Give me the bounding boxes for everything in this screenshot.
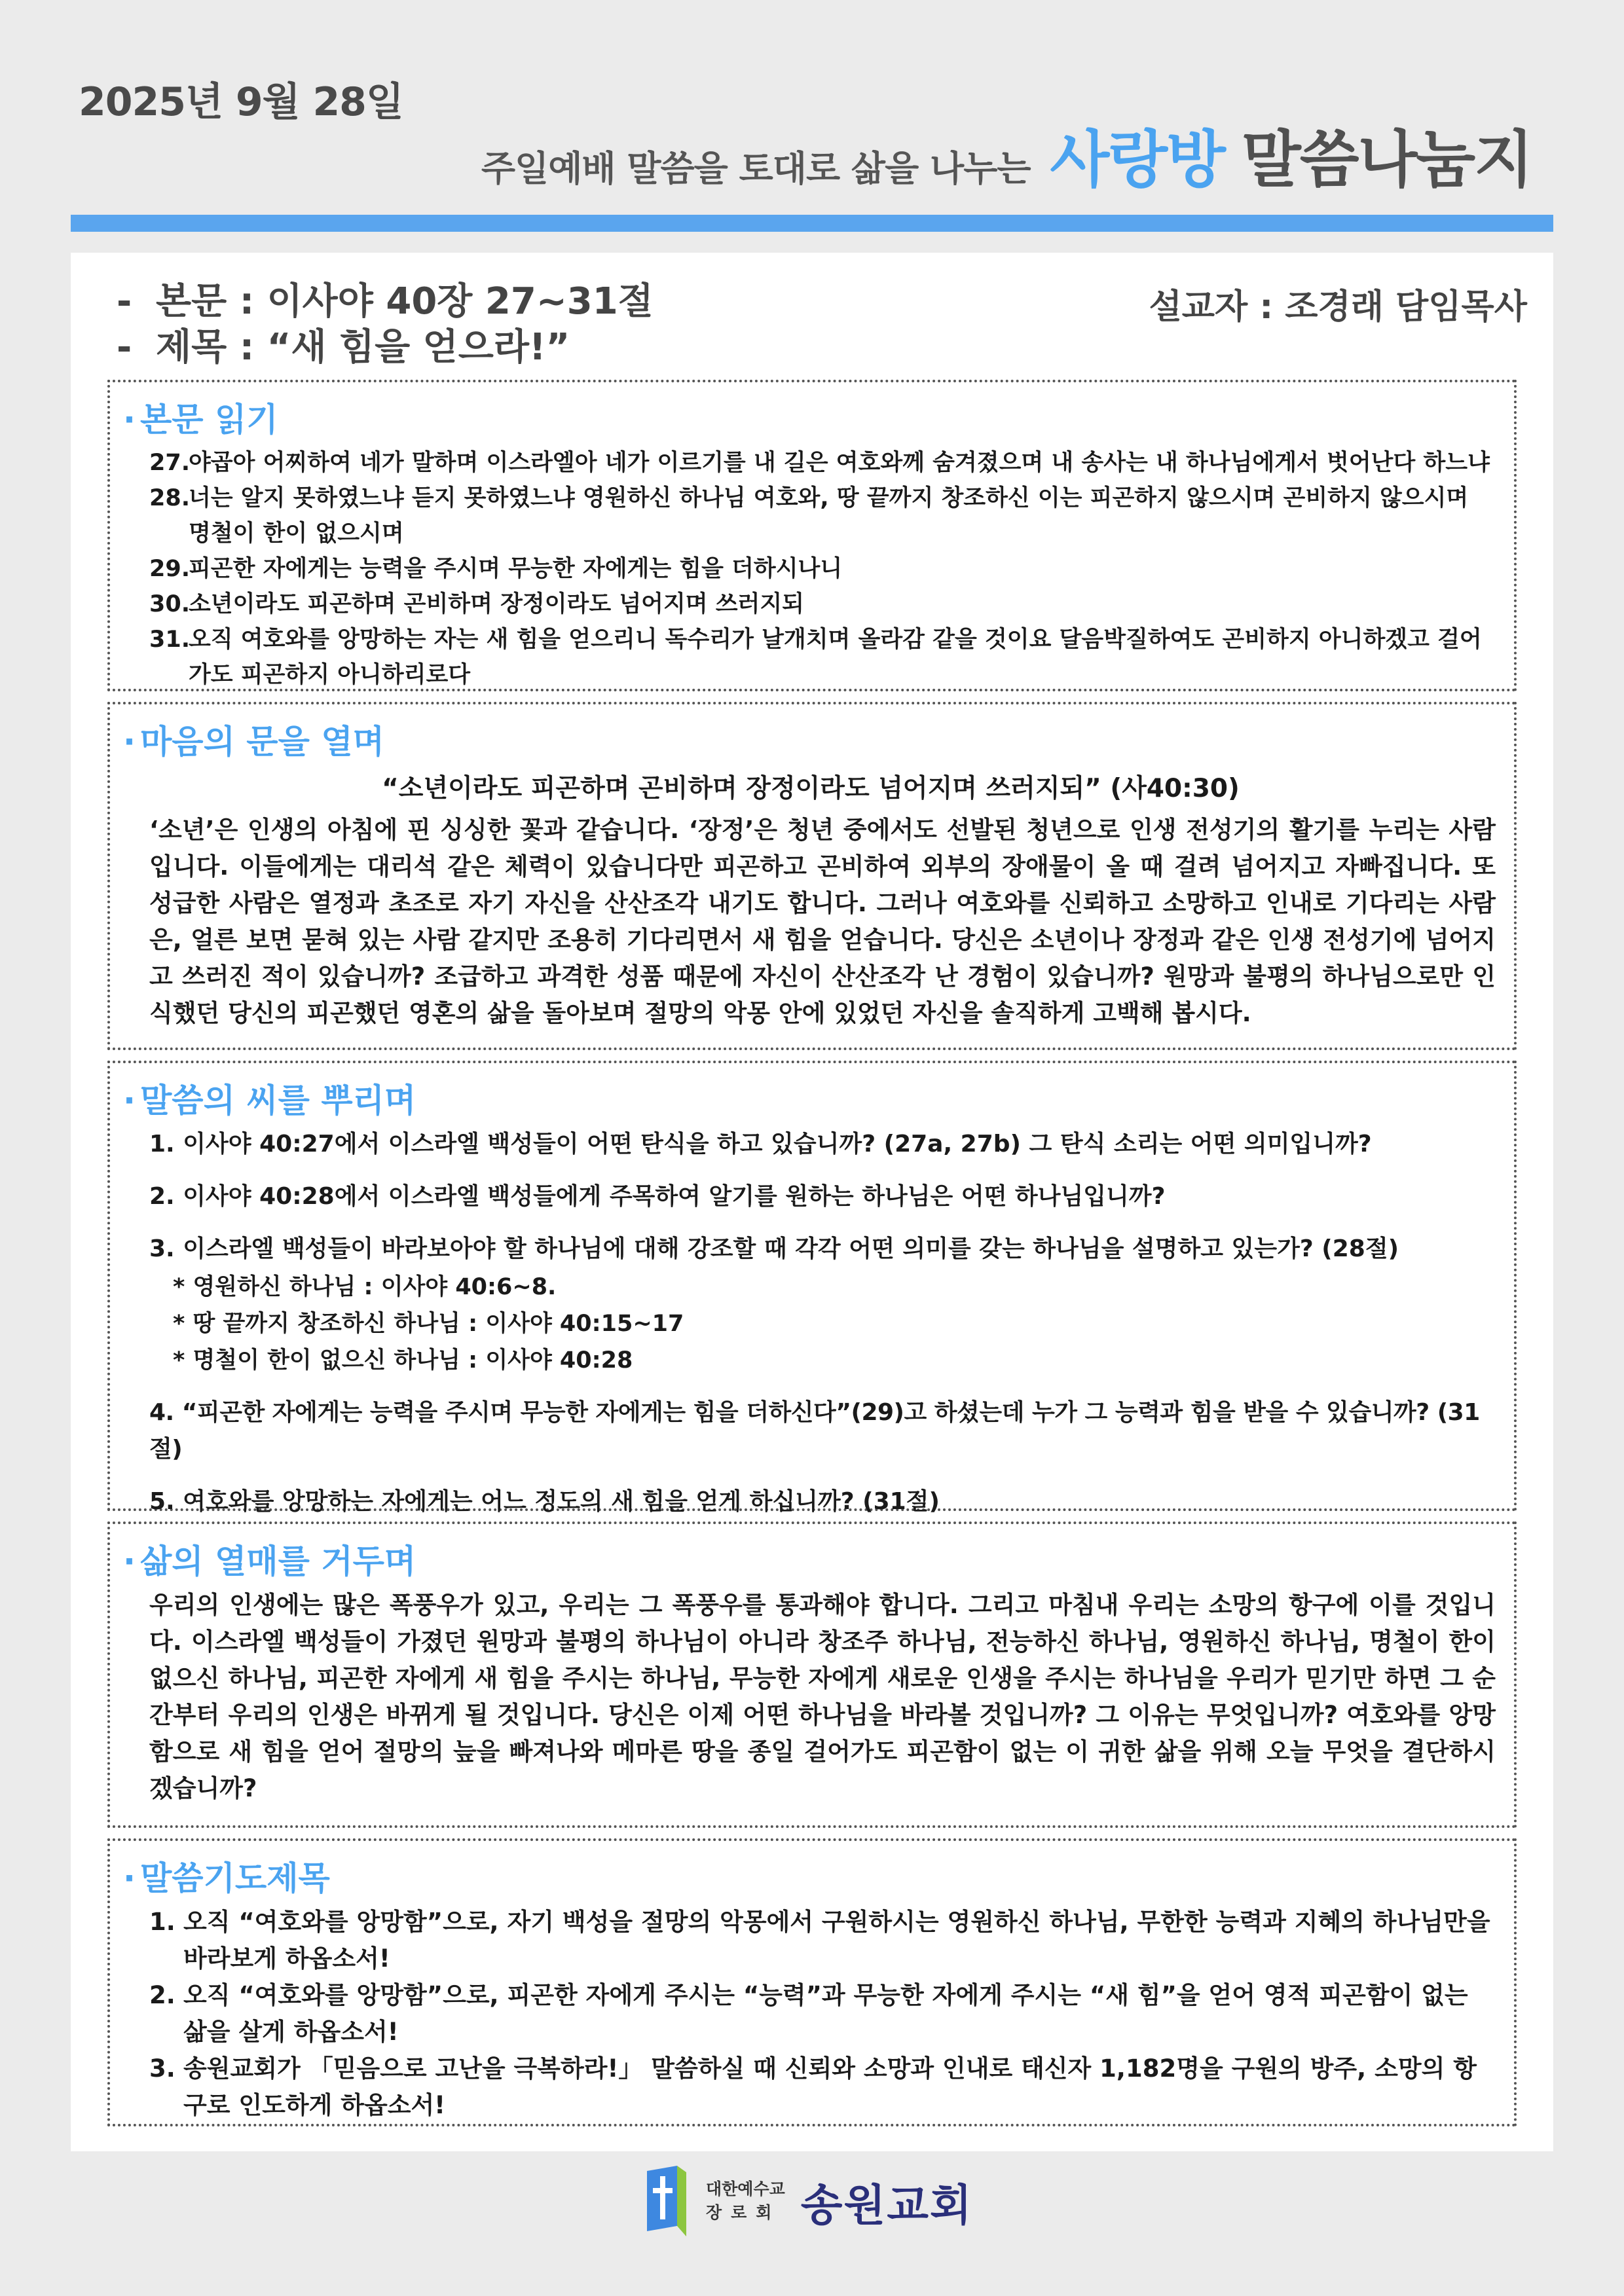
prayer-number: 2.	[149, 1981, 175, 2009]
verse-number: 30.	[149, 591, 191, 617]
denomination-line-2: 장로회	[706, 2203, 781, 2222]
church-name: 송원교회	[800, 2179, 973, 2231]
sub-item: * 땅 끝까지 창조하신 하나님 : 이사야 40:15~17	[173, 1311, 684, 1337]
question-3: 3. 이스라엘 백성들이 바라보아야 할 하나님에 대해 강조할 때 각각 어떤 의미를 갖는 하나님을 설명하고 있는가? (28절)	[149, 1235, 1399, 1262]
section-prayer	[107, 1838, 1517, 2126]
fruit-paragraph: 우리의 인생에는 많은 폭풍우가 있고, 우리는 그 폭풍우를 통과해야 합니다. 그리고 마침내 우리는 소망의 항구에 이를 것입니다. 이스라엘 백성들이 가졌던 원망과 불평의 하나님이 아니라 창조주 하나님, 전능하신 하나님, 영원하신 하나님, 명철이 한이 없으신 하나님, 피곤한 자에게 새 힘을 주시는 하나님, 무능한 자에게 새로운 인생을 주시는 하나님을 우리가 믿기만 하면 그 순간부터 우리의 인생은 바뀌게 될 것입니다. 당신은 이제 어떤 하나님을 바라볼 것입니까? 그 이유는 무엇입니까? 여호와를 앙망함으로 새 힘을 얻어 절망의 늪을 빠져나와 메마른 땅을 종일 걸어가도 피곤함이 없는 이 귀한 삶을 위해 오늘 무엇을 결단하시겠습니까?	[149, 1591, 1496, 1802]
verse-text: 너는 알지 못하였느냐 듣지 못하였느냐 영원하신 하나님 여호와, 땅 끝까지 창조하신 이는 피곤하지 않으시며 곤비하지 않으시며 명철이 한이 없으시며	[189, 485, 1469, 547]
prayer-number: 3.	[149, 2054, 175, 2083]
bullet: ·	[123, 1082, 136, 1120]
dash: -	[117, 280, 132, 323]
verse-number: 31.	[149, 627, 191, 653]
heading-text: 본문 읽기	[140, 401, 278, 439]
verse-29	[149, 551, 1498, 587]
key-verse-quote: “소년이라도 피곤하며 곤비하며 장정이라도 넘어지며 쓰러지되” (사40:30)	[382, 774, 1240, 803]
scripture-label: 본문 : 이사야 40장 27~31절	[156, 280, 654, 323]
section-heading	[123, 1078, 1498, 1123]
denomination	[706, 2178, 785, 2225]
prayer-text: 오직 “여호와를 앙망함”으로, 피곤한 자에게 주시는 “능력”과 무능한 자에게 주시는 “새 힘”을 얻어 영적 피곤함이 없는 삶을 살게 하옵소서!	[183, 1981, 1468, 2046]
prayer-text: 오직 “여호와를 앙망함”으로, 자기 백성을 절망의 악몽에서 구원하시는 영원하신 하나님, 무한한 능력과 지혜의 하나님만을 바라보게 하옵소서!	[183, 1908, 1490, 1973]
prayer-number: 1.	[149, 1908, 175, 1936]
header-title	[481, 110, 1532, 198]
verse-28	[149, 481, 1498, 551]
section-heading	[123, 397, 1498, 443]
verse-text: 오직 여호와를 앙망하는 자는 새 힘을 얻으리니 독수리가 날개치며 올라감 같을 것이요 달음박질하여도 곤비하지 아니하겠고 걸어가도 피곤하지 아니하리로다	[189, 627, 1482, 688]
verse-27	[149, 445, 1498, 481]
sub-item: * 영원하신 하나님 : 이사야 40:6~8.	[173, 1274, 557, 1300]
question-1: 1. 이사야 40:27에서 이스라엘 백성들이 어떤 탄식을 하고 있습니까? (27a, 27b) 그 탄식 소리는 어떤 의미입니까?	[149, 1131, 1372, 1157]
bullet: ·	[123, 1859, 136, 1897]
verse-30	[149, 587, 1498, 622]
bullet: ·	[123, 401, 136, 439]
dash: -	[117, 326, 132, 369]
section-heading	[123, 1539, 1498, 1584]
question-5: 5. 여호와를 앙망하는 자에게는 어느 정도의 새 힘을 얻게 하십니까? (31절)	[149, 1488, 940, 1515]
content-panel	[71, 253, 1553, 2151]
denomination-line-1: 대한예수교	[706, 2179, 785, 2198]
opening-paragraph: ‘소년’은 인생의 아침에 핀 싱싱한 꽃과 같습니다. ‘장정’은 청년 중에서도 선발된 청년으로 인생 전성기의 활기를 누리는 사람입니다. 이들에게는 대리석 같은 체력이 있습니다만 피곤하고 곤비하여 외부의 장애물이 올 때 걸려 넘어지고 자빠집니다. 또 성급한 사람은 열정과 초조로 자기 자신을 산산조각 내기도 합니다. 그러나 여호와를 신뢰하고 소망하고 인내로 기다리는 사람은, 얼른 보면 묻혀 있는 사람 같지만 조용히 기다리면서 새 힘을 얻습니다. 당신은 소년이나 장정과 같은 인생 전성기에 넘어지고 쓰러진 적이 있습니까? 조급하고 과격한 성품 때문에 자신이 산산조각 난 경험이 있습니까? 원망과 불평의 하나님으로만 인식했던 당신의 피곤했던 영혼의 삶을 돌아보며 절망의 악몽 안에 있었던 자신을 솔직하게 고백해 봅시다.	[149, 816, 1496, 1027]
sermon-title	[117, 318, 570, 371]
prayer-item	[123, 1904, 1498, 1977]
section-seeds	[107, 1061, 1517, 1515]
verse-number: 29.	[149, 556, 191, 582]
title-label: 제목 : “새 힘을 얻으라!”	[156, 326, 570, 369]
title-main: 말씀나눔지	[1241, 124, 1532, 196]
section-fruit	[107, 1522, 1517, 1828]
heading-text: 말씀기도제목	[140, 1859, 330, 1897]
cross-book-icon	[647, 2166, 686, 2236]
verse-31	[149, 622, 1498, 693]
church-logo	[647, 2155, 987, 2247]
prayer-text: 송원교회가 「믿음으로 고난을 극복하라!」 말씀하실 때 신뢰와 소망과 인내로 태신자 1,182명을 구원의 방주, 소망의 항구로 인도하게 하옵소서!	[183, 2054, 1477, 2119]
verse-list	[123, 445, 1498, 693]
section-reading	[107, 380, 1517, 691]
heading-text: 삶의 열매를 거두며	[140, 1542, 416, 1580]
sub-item: * 명철이 한이 없으신 하나님 : 이사야 40:28	[173, 1347, 633, 1374]
question-2: 2. 이사야 40:28에서 이스라엘 백성들에게 주목하여 알기를 원하는 하나님은 어떤 하나님입니까?	[149, 1183, 1166, 1210]
date: 2025년 9월 28일	[79, 79, 403, 125]
preacher: 설교자 : 조경래 담임목사	[1149, 287, 1527, 327]
heading-text: 마음의 문을 열며	[140, 723, 384, 761]
question-3-subitems	[123, 1269, 1498, 1379]
section-opening	[107, 702, 1517, 1050]
verse-text: 소년이라도 피곤하며 곤비하며 장정이라도 넘어지며 쓰러지되	[189, 591, 804, 617]
scripture-reference	[117, 272, 654, 325]
header-divider-bar	[71, 215, 1553, 232]
prayer-item	[123, 1977, 1498, 2050]
header-subtitle: 주일예배 말씀을 토대로 삶을 나누는	[481, 148, 1031, 189]
prayer-item	[123, 2050, 1498, 2124]
heading-text: 말씀의 씨를 뿌리며	[140, 1082, 416, 1120]
verse-number: 27.	[149, 450, 191, 476]
section-heading	[123, 719, 1498, 765]
verse-text: 피곤한 자에게는 능력을 주시며 무능한 자에게는 힘을 더하시나니	[189, 556, 843, 582]
title-accent: 사랑방	[1050, 124, 1225, 196]
section-heading	[123, 1855, 1498, 1901]
bullet: ·	[123, 723, 136, 761]
bullet: ·	[123, 1542, 136, 1580]
verse-text: 야곱아 어찌하여 네가 말하며 이스라엘아 네가 이르기를 내 길은 여호와께 숨겨졌으며 내 송사는 내 하나님에게서 벗어난다 하느냐	[189, 450, 1490, 476]
verse-number: 28.	[149, 485, 191, 511]
question-4: 4. “피곤한 자에게는 능력을 주시며 무능한 자에게는 힘을 더하신다”(29)고 하셨는데 누가 그 능력과 힘을 받을 수 있습니까? (31절)	[149, 1399, 1480, 1463]
